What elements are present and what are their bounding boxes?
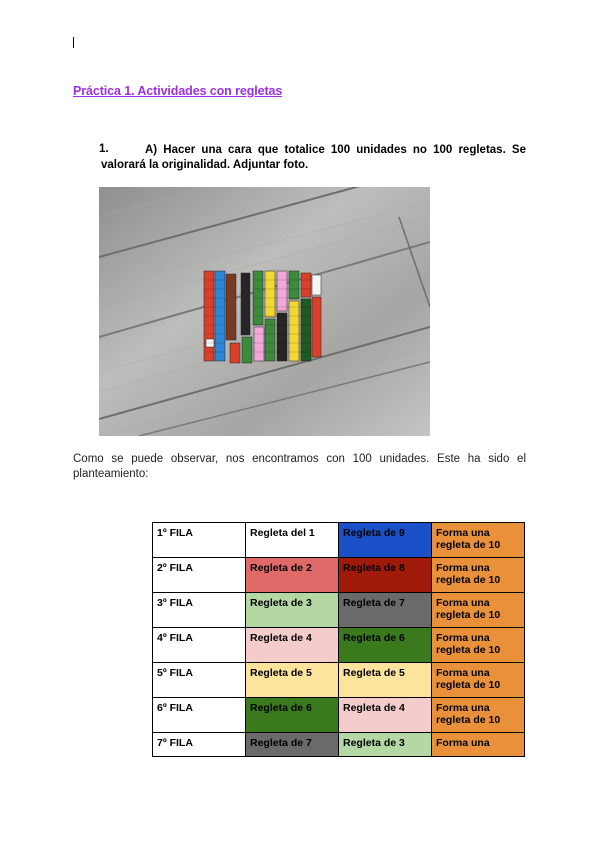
regletas-photo-illustration [99,187,430,436]
regleta-a-cell: Regleta de 3 [246,593,339,628]
regleta-b-cell: Regleta de 3 [339,733,432,757]
fila-cell: 7º FILA [153,733,246,757]
table-row [153,698,525,733]
question-text: A) Hacer una cara que totalice 100 unidades no 100 regletas. Se valorará la originalidad. Adjuntar foto. [101,144,526,171]
fila-cell: 4º FILA [153,628,246,663]
table-row [153,558,525,593]
result-cell: Forma una regleta de 10 [432,593,525,628]
table-row [153,523,525,558]
result-cell: Forma una [432,733,525,757]
regletas-table [152,522,525,757]
regleta-b-cell: Regleta de 8 [339,558,432,593]
fila-cell: 5º FILA [153,663,246,698]
fila-cell: 6º FILA [153,698,246,733]
fila-cell: 1º FILA [153,523,246,558]
question-number: 1. [99,143,109,155]
table-row [153,628,525,663]
result-cell: Forma una regleta de 10 [432,663,525,698]
page-title[interactable]: Práctica 1. Actividades con regletas [73,84,283,98]
regleta-b-cell: Regleta de 4 [339,698,432,733]
table-row [153,663,525,698]
table-row [153,733,525,757]
text-cursor [73,37,74,48]
result-cell: Forma una regleta de 10 [432,558,525,593]
regleta-b-cell: Regleta de 5 [339,663,432,698]
regleta-b-cell: Regleta de 7 [339,593,432,628]
table-row [153,593,525,628]
regleta-a-cell: Regleta de 6 [246,698,339,733]
regleta-a-cell: Regleta de 4 [246,628,339,663]
regleta-a-cell: Regleta de 7 [246,733,339,757]
fila-cell: 2º FILA [153,558,246,593]
result-cell: Forma una regleta de 10 [432,698,525,733]
regletas-photo[interactable] [99,187,430,436]
regleta-a-cell: Regleta de 5 [246,663,339,698]
result-cell: Forma una regleta de 10 [432,628,525,663]
regleta-a-cell: Regleta de 2 [246,558,339,593]
result-cell: Forma una regleta de 10 [432,523,525,558]
regleta-b-cell: Regleta de 6 [339,628,432,663]
body-paragraph: Como se puede observar, nos encontramos con 100 unidades. Este ha sido el planteamiento: [73,453,526,480]
regleta-a-cell: Regleta del 1 [246,523,339,558]
regleta-b-cell: Regleta de 9 [339,523,432,558]
fila-cell: 3º FILA [153,593,246,628]
